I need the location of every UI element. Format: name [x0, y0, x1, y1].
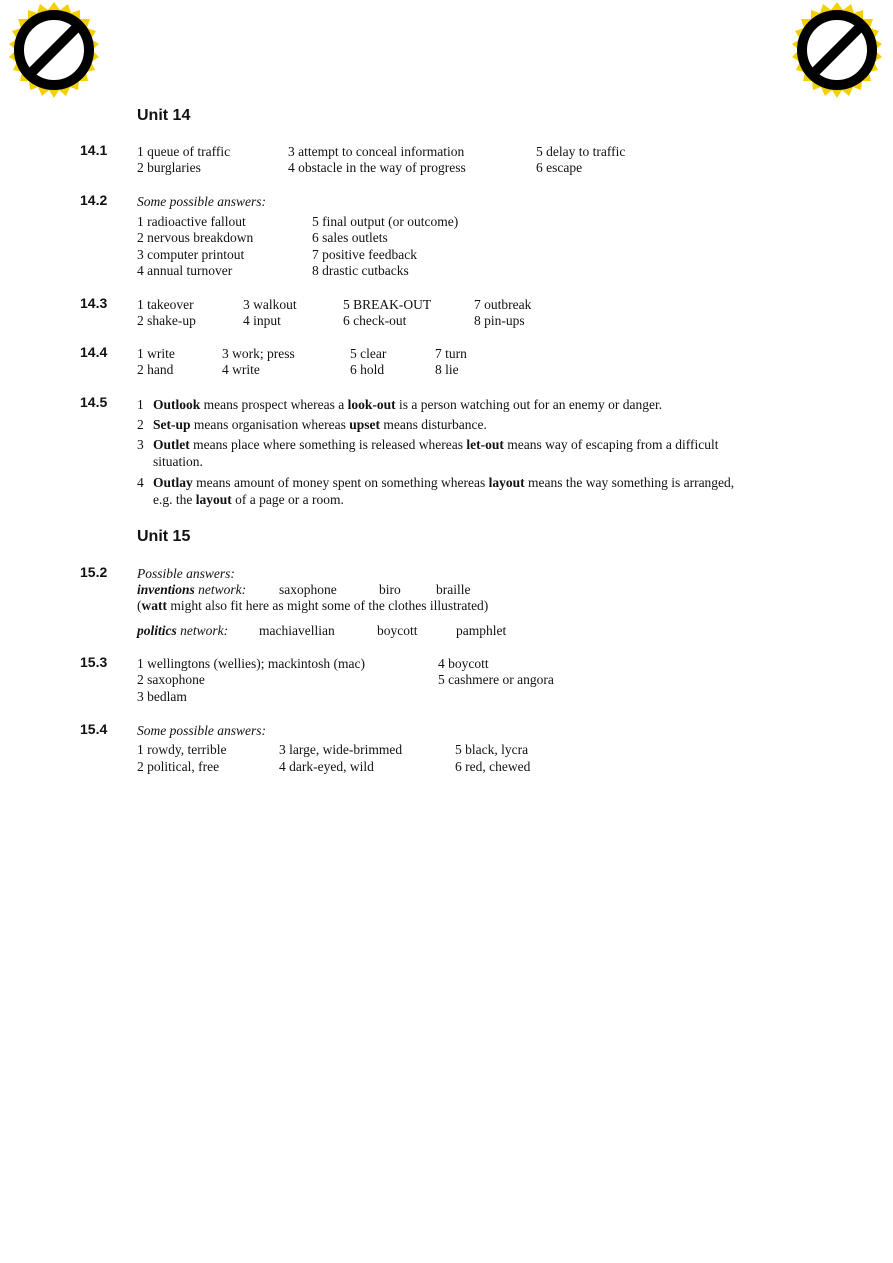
answers-heading: Some possible answers: — [137, 723, 266, 738]
list-item: 5 final output (or outcome) — [312, 214, 459, 229]
list-item: 4 boycott — [438, 656, 489, 671]
list-item: 6 check-out — [343, 313, 407, 328]
exercise-14-3-number: 14.3 — [80, 295, 108, 311]
list-item: 5 black, lycra — [455, 742, 529, 757]
list-item: 4 write — [222, 362, 260, 377]
list-item: 6 sales outlets — [312, 230, 388, 245]
list-item: 1 radioactive fallout — [137, 214, 246, 229]
list-item: 1 takeover — [137, 297, 194, 312]
list-item: 2 burglaries — [137, 160, 201, 175]
list-item: 7 turn — [435, 346, 467, 361]
list-item: 4 dark-eyed, wild — [279, 759, 374, 774]
list-item: machiavellian — [259, 623, 335, 638]
note: (watt might also fit here as might some of the clothes illustrated) — [137, 598, 489, 613]
exercise-14-2-number: 14.2 — [80, 192, 108, 208]
list-item: 8 pin-ups — [474, 313, 525, 328]
list-item: 1 rowdy, terrible — [137, 742, 227, 757]
exercise-15-2-number: 15.2 — [80, 564, 108, 580]
list-item: 5 clear — [350, 346, 387, 361]
list-item: 3 attempt to conceal information — [288, 144, 465, 159]
list-item: 8 lie — [435, 362, 459, 377]
exercise-15-3-number: 15.3 — [80, 654, 108, 670]
list-item: boycott — [377, 623, 418, 638]
list-item: 5 BREAK-OUT — [343, 297, 432, 312]
paragraph: 3 Outlet means place where something is released whereas let-out means way of escaping from a difficult situation. — [137, 437, 719, 469]
list-item: 3 large, wide-brimmed — [279, 742, 403, 757]
answers-heading: Some possible answers: — [137, 194, 266, 209]
list-item: 4 input — [243, 313, 281, 328]
list-item: 2 saxophone — [137, 672, 205, 687]
list-item: 6 red, chewed — [455, 759, 531, 774]
list-item: 3 bedlam — [137, 689, 187, 704]
answers-heading: Possible answers: — [137, 566, 235, 581]
paragraph: 2 Set-up means organisation whereas upset means disturbance. — [137, 417, 487, 432]
exercise-14-5-number: 14.5 — [80, 394, 108, 410]
unit-15-title: Unit 15 — [137, 528, 191, 545]
list-item: 3 walkout — [243, 297, 297, 312]
list-item: 1 write — [137, 346, 175, 361]
unit-14-title: Unit 14 — [137, 107, 191, 124]
list-item: 2 political, free — [137, 759, 220, 774]
inventions-network-label: inventions network: — [137, 582, 247, 597]
paragraph: 1 Outlook means prospect whereas a look-out is a person watching out for an enemy or danger. — [137, 397, 663, 412]
list-item: 3 computer printout — [137, 247, 245, 262]
list-item: 4 annual turnover — [137, 263, 233, 278]
exercise-14-1-number: 14.1 — [80, 142, 108, 158]
prohibition-sign-icon — [0, 0, 108, 110]
list-item: pamphlet — [456, 623, 507, 638]
list-item: 7 positive feedback — [312, 247, 417, 262]
list-item: 8 drastic cutbacks — [312, 263, 409, 278]
politics-network-label: politics network: — [137, 623, 229, 638]
list-item: braille — [436, 582, 471, 597]
paragraph: 4 Outlay means amount of money spent on something whereas layout means the way something is arranged, e.g. the layout of a page or a room. — [137, 475, 735, 507]
list-item: 2 nervous breakdown — [137, 230, 254, 245]
list-item: 2 shake-up — [137, 313, 196, 328]
list-item: 7 outbreak — [474, 297, 532, 312]
list-item: 1 wellingtons (wellies); mackintosh (mac) — [137, 656, 365, 671]
list-item: saxophone — [279, 582, 337, 597]
prohibition-sign-icon — [783, 0, 891, 110]
list-item: 6 hold — [350, 362, 385, 377]
list-item: 5 cashmere or angora — [438, 672, 554, 687]
exercise-14-4-number: 14.4 — [80, 344, 108, 360]
list-item: biro — [379, 582, 401, 597]
list-item: 2 hand — [137, 362, 174, 377]
exercise-15-4-number: 15.4 — [80, 721, 108, 737]
list-item: 6 escape — [536, 160, 583, 175]
list-item: 4 obstacle in the way of progress — [288, 160, 466, 175]
list-item: 1 queue of traffic — [137, 144, 231, 159]
list-item: 5 delay to traffic — [536, 144, 626, 159]
list-item: 3 work; press — [222, 346, 295, 361]
